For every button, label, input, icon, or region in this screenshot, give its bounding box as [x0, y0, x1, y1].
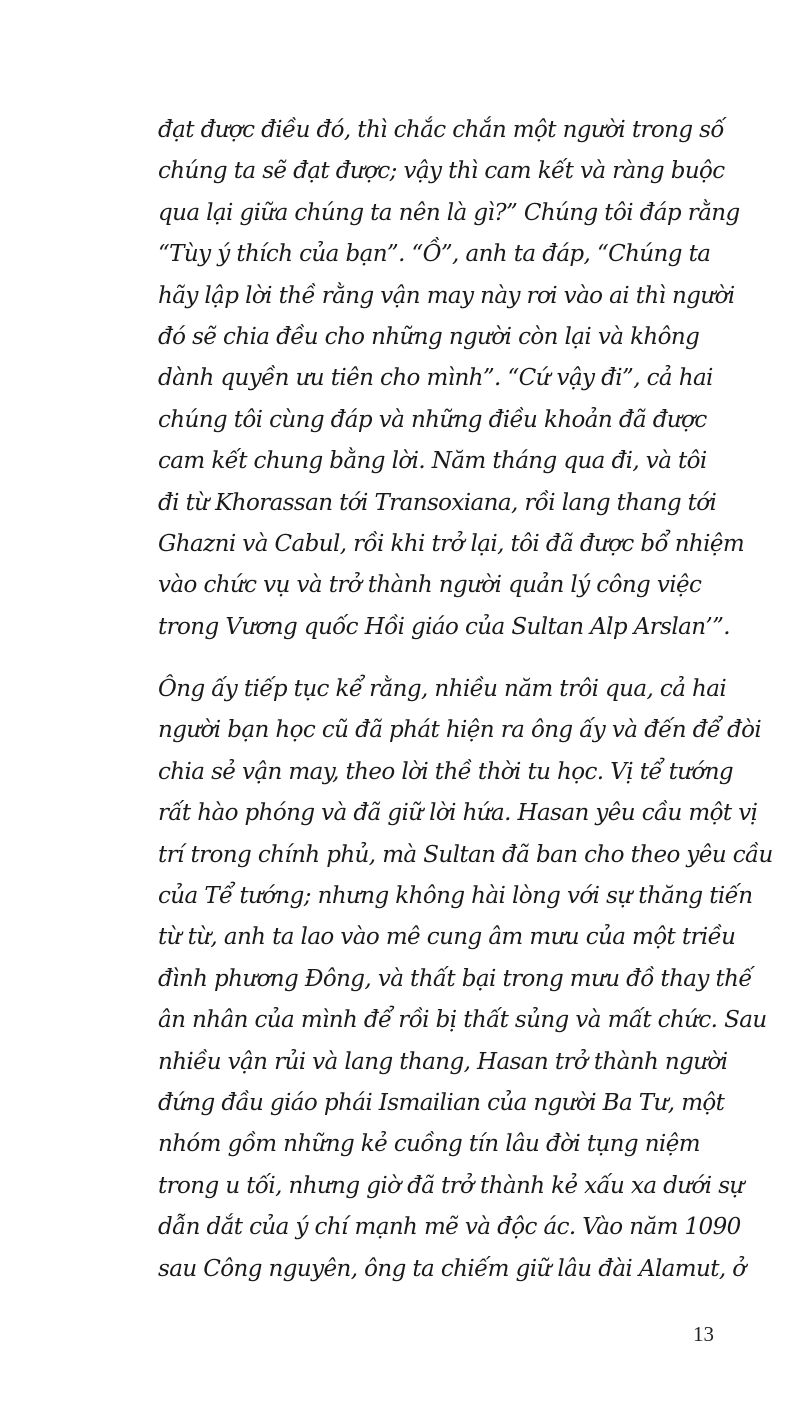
text-line: chúng ta sẽ đạt được; vậy thì cam kết và ràng buộc	[158, 158, 725, 185]
text-line: chúng tôi cùng đáp và những điều khoản đã được	[158, 406, 707, 433]
text-line: từ từ, anh ta lao vào mê cung âm mưu của một triều	[158, 924, 736, 951]
text-line: người bạn học cũ đã phát hiện ra ông ấy và đến để đòi	[158, 717, 762, 744]
text-line: trong Vương quốc Hồi giáo của Sultan Alp Arslan’”.	[158, 613, 730, 640]
text-line: dẫn dắt của ý chí mạnh mẽ và độc ác. Vào năm 1090	[158, 1214, 741, 1241]
text-line: đạt được điều đó, thì chắc chắn một người trong số	[158, 117, 724, 143]
body-text	[158, 110, 773, 1290]
page-number: 13	[693, 1322, 714, 1346]
text-line: dành quyền ưu tiên cho mình”. “Cứ vậy đi”, cả hai	[158, 365, 713, 392]
text-line: Ông ấy tiếp tục kể rằng, nhiều năm trôi qua, cả hai	[158, 676, 727, 703]
text-line: của Tể tướng; nhưng không hài lòng với sự thăng tiến	[158, 883, 753, 910]
text-line: đứng đầu giáo phái Ismailian của người Ba Tư, một	[158, 1089, 725, 1116]
text-line: vào chức vụ và trở thành người quản lý công việc	[158, 572, 702, 599]
text-line: ân nhân của mình để rồi bị thất sủng và mất chức. Sau	[158, 1007, 767, 1034]
text-line: Ghazni và Cabul, rồi khi trở lại, tôi đã được bổ nhiệm	[158, 530, 745, 557]
text-line: cam kết chung bằng lời. Năm tháng qua đi, và tôi	[158, 448, 707, 475]
text-line: chia sẻ vận may, theo lời thề thời tu học. Vị tể tướng	[158, 758, 734, 785]
text-line: đó sẽ chia đều cho những người còn lại và không	[158, 323, 700, 350]
text-line: rất hào phóng và đã giữ lời hứa. Hasan yêu cầu một vị	[158, 800, 758, 827]
paragraph-1	[158, 110, 745, 648]
paragraph-2	[158, 669, 773, 1290]
text-line: sau Công nguyên, ông ta chiếm giữ lâu đài Alamut, ở	[158, 1255, 746, 1282]
text-line: hãy lập lời thề rằng vận may này rơi vào ai thì người	[158, 282, 735, 309]
text-line: nhiều vận rủi và lang thang, Hasan trở thành người	[158, 1048, 728, 1075]
text-line: đình phương Đông, và thất bại trong mưu đồ thay thế	[158, 965, 752, 992]
text-line: đi từ Khorassan tới Transoxiana, rồi lang thang tới	[158, 489, 717, 516]
text-line: qua lại giữa chúng ta nên là gì?” Chúng tôi đáp rằng	[158, 199, 740, 226]
text-line: trí trong chính phủ, mà Sultan đã ban cho theo yêu cầu	[158, 841, 773, 868]
text-line: “Tùy ý thích của bạn”. “Ồ”, anh ta đáp, “Chúng ta	[158, 241, 711, 268]
text-line: trong u tối, nhưng giờ đã trở thành kẻ xấu xa dưới sự	[158, 1172, 744, 1199]
text-line: nhóm gồm những kẻ cuồng tín lâu đời tụng niệm	[158, 1131, 700, 1158]
